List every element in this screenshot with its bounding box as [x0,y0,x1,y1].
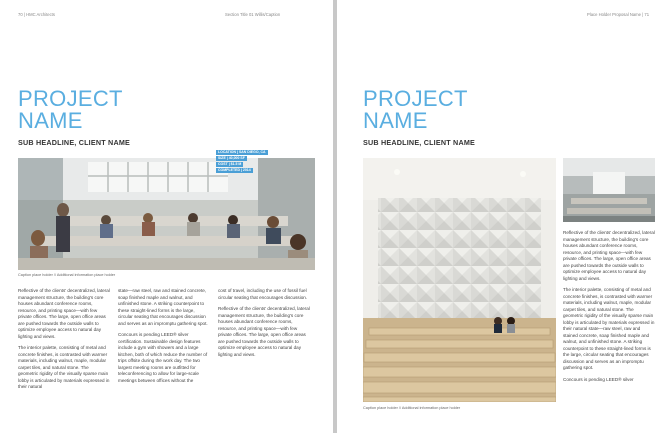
info-tag-location: LOCATION | SAN DIEGO, CA [218,150,266,154]
paragraph: Concours is pending LEED® silver [563,376,634,382]
interior-thumbnail-photo [563,158,655,222]
body-column-3 [218,288,310,363]
right-header-folio: Place Holder Proposal Name | 71 [587,12,650,17]
sub-headline: SUB HEADLINE, CLIENT NAME [18,138,131,147]
page-title: PROJECT NAME [363,86,468,133]
paragraph: Reflective of the clients' decentralized, lateral management structure, the building's core houses abundant conference rooms, resource, and printing space—with few private offices. The large, open office areas are pushed towards the outside walls to optimize employee access to natural day lighting and views. [18,288,110,339]
paragraph: Reflective of the clients' decentralized, lateral management structure, the building's core houses abundant conference rooms, resource, and printing space—with few private offices. The large, open office areas are pushed towards the outside walls to optimize employee access to natural day lighting and views. [563,230,655,281]
right-page [337,0,670,433]
left-page [0,0,333,433]
photo-caption: Caption place holder // Additional information place holder [363,406,461,410]
body-column-2 [118,288,210,389]
info-tag-completed: COMPLETED | 2014 [218,168,251,172]
info-tag-cost: COST | $1.5 M [218,162,242,166]
body-column-right [563,230,655,388]
sub-headline: SUB HEADLINE, CLIENT NAME [363,138,476,147]
paragraph: The interior palette, consisting of metal and concrete finishes, is contrasted with warmer materials, including walnut, maple, modular carpet tiles, and natural stone. The geometric rigidity of the visually sparse main lobby is articulated by materials expressed in their natural [18,345,110,389]
page-title: PROJECT NAME [18,86,123,133]
body-column-1 [18,288,110,396]
info-tag-size: SIZE | 40,000 SF [218,156,245,160]
left-header-folio: 70 | HMC Architects [18,12,55,17]
paragraph: Reflective of the clients' decentralized, lateral management structure, the building's core houses abundant conference rooms, resource, and printing space—with few private offices. The large, open office areas are pushed towards the outside walls to optimize employee access to natural day lighting and views. [218,306,310,357]
paragraph: state—raw steel, raw and stained concrete, soap finished maple and walnut, and unfinished stone. A striking counterpoint to these straight-lined forms is the large, circular seating that encourages discussion and serves as an impromptu gathering spot. [118,288,208,326]
paragraph: Concours is pending LEED® silver certification. Sustainable design features include a gym with showers and a large kitchen, both of which reduce the number of trips offsite during the work day. The two largest meeting rooms are outfitted for teleconferencing to allow for large-scale meetings between offices without the [118,332,208,383]
photo-caption: Caption place holder // Additional information place holder [18,273,116,277]
auditorium-photo [363,158,556,402]
paragraph: The interior palette, consisting of metal and concrete finishes, is contrasted with warmer materials, including walnut, maple, modular carpet tiles, and natural stone. The geometric rigidity of the visually sparse main lobby is articulated by materials expressed in their natural state—raw steel, raw and stained concrete, soap finished maple and walnut, and unfinished stone. A striking counterpoint to these straight-lined forms is the large, circular seating that encourages discussion and serves as an impromptu gathering spot. [563,287,655,370]
classroom-photo [18,158,315,270]
left-header-section: Section Title 01 Willis/Caption [225,12,281,17]
paragraph: cost of travel, including the use of fossil fuel circular seating that encourages discussion. [218,288,308,300]
